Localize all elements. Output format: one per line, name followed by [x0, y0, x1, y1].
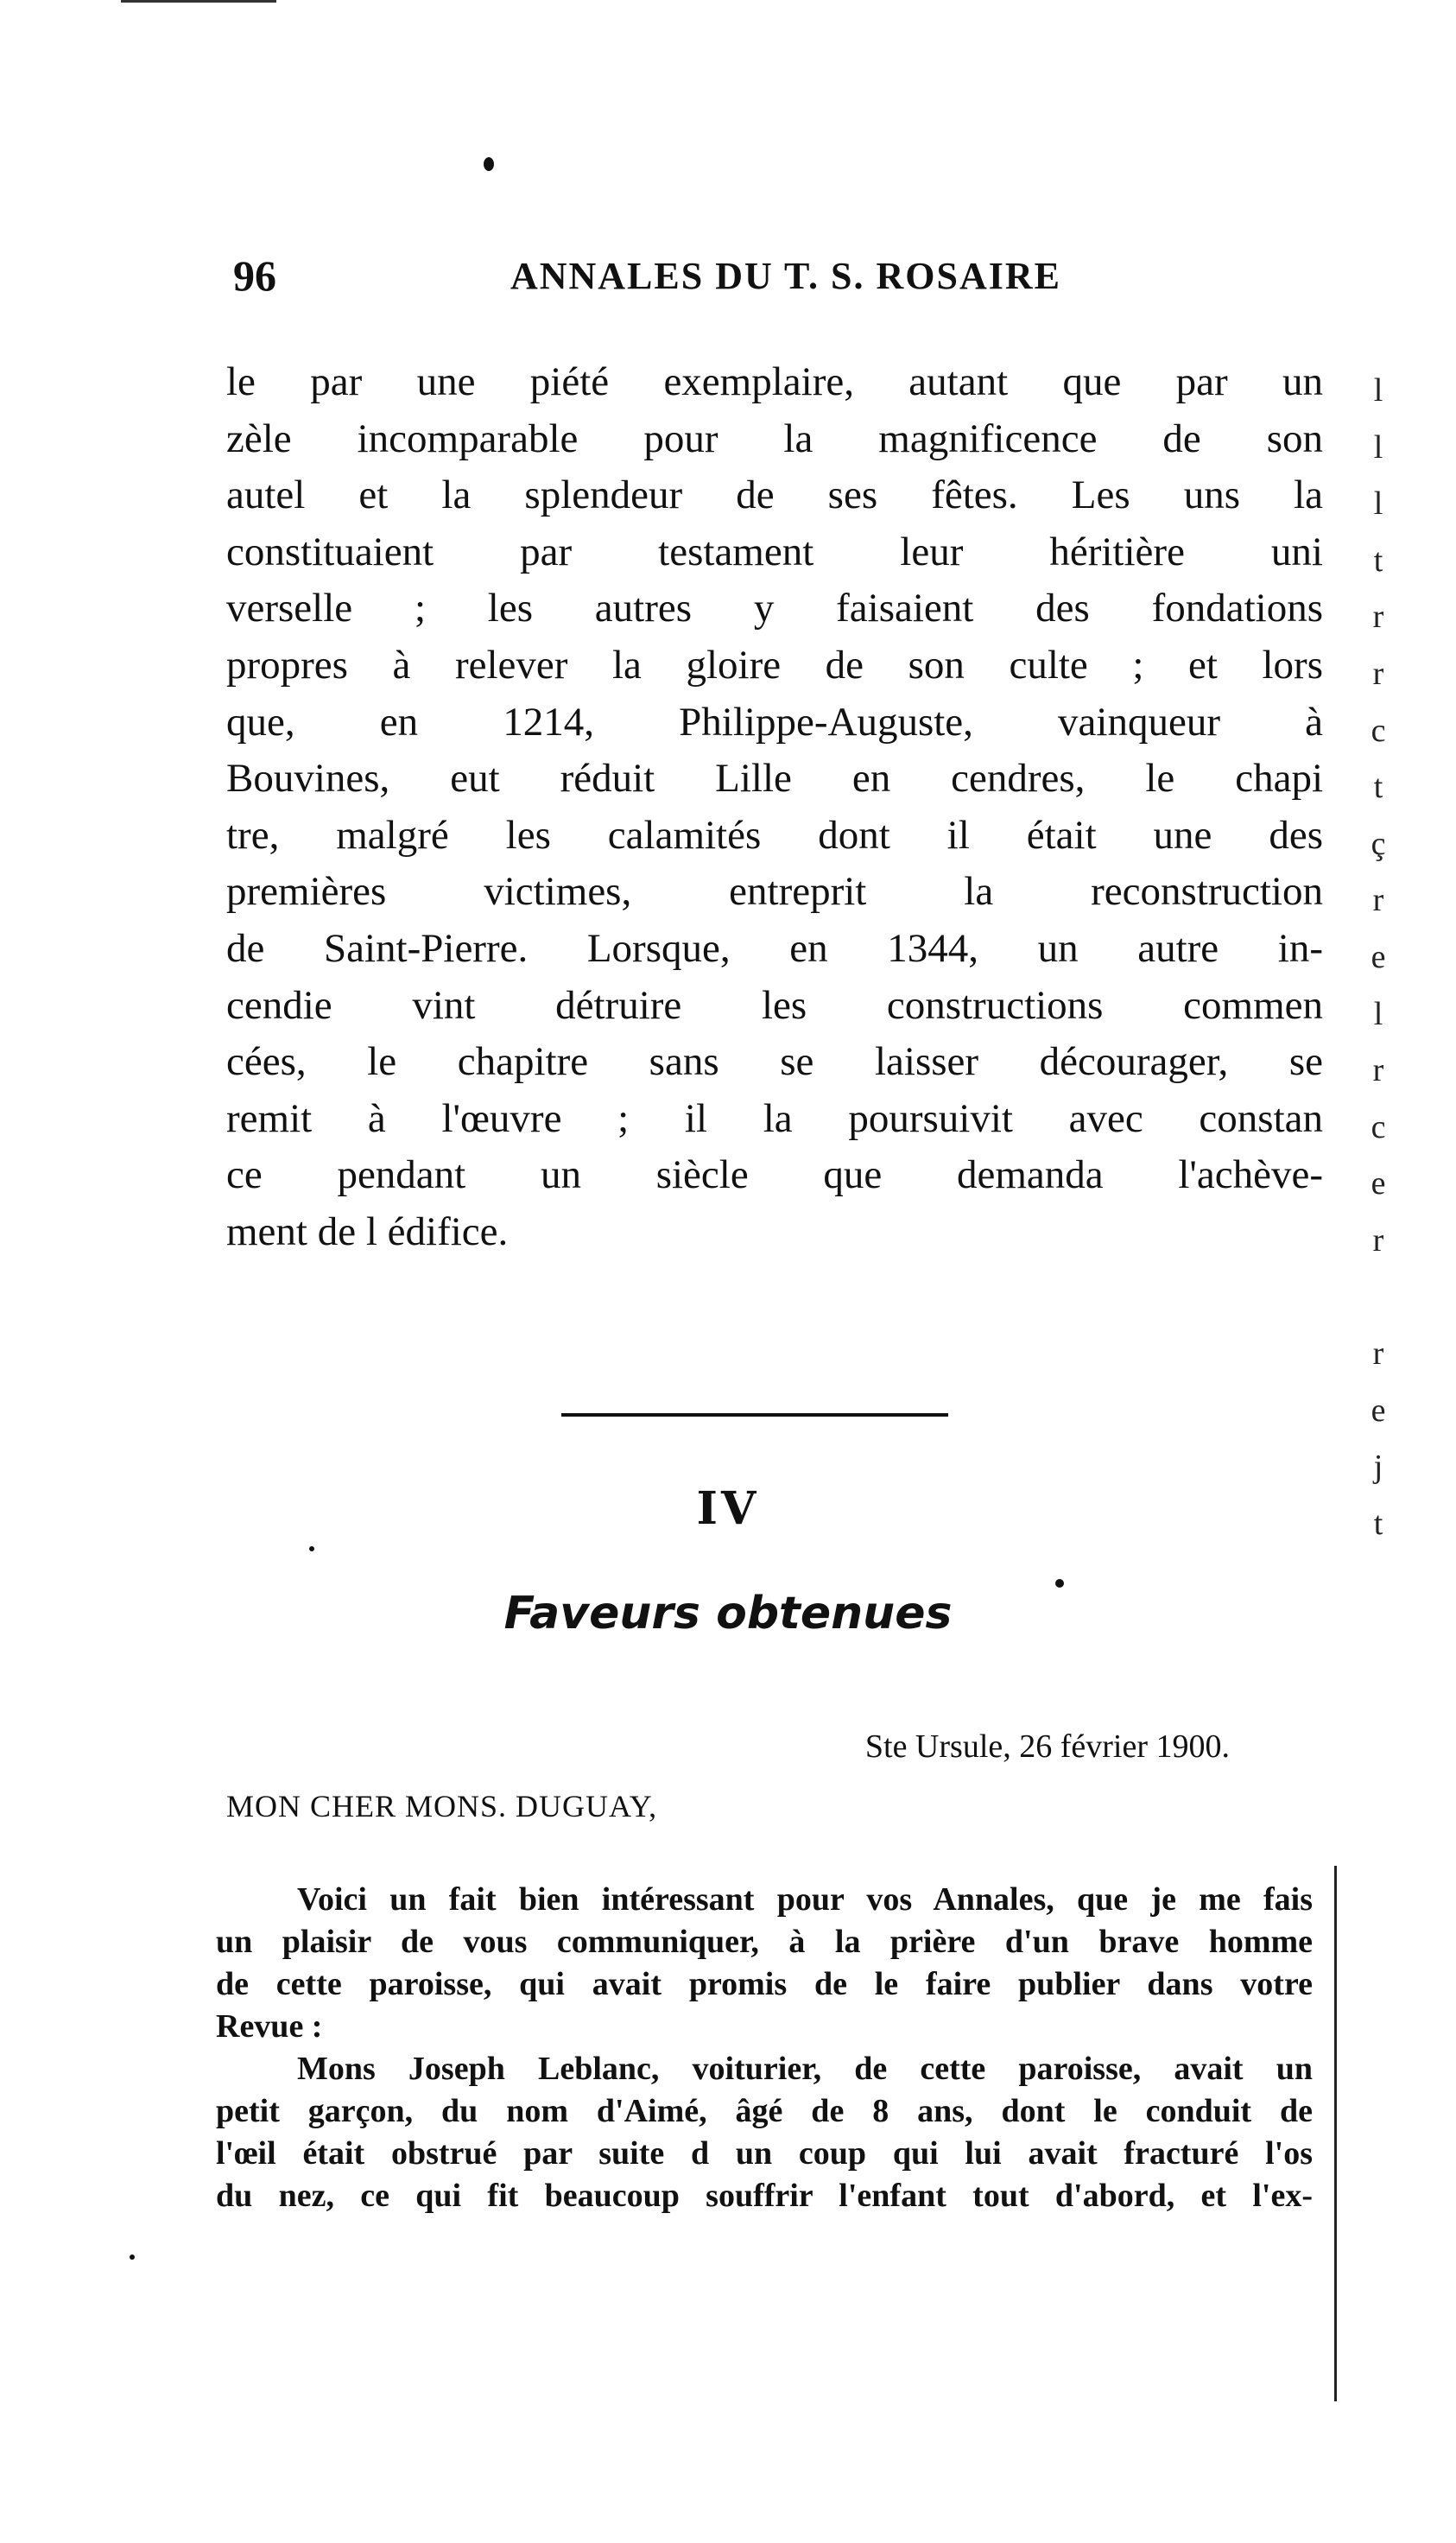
- bleed-letter: c: [1371, 1108, 1386, 1145]
- text-line: le par une piété exemplaire, autant que par un: [226, 359, 1323, 404]
- bleed-letter: e: [1371, 1392, 1386, 1429]
- bleed-letter: r: [1372, 1221, 1384, 1259]
- letter-line: un plaisir de vous communiquer, à la prière d'un brave homme: [216, 1924, 1313, 1960]
- bleed-letter: ç: [1371, 825, 1386, 862]
- top-edge-rule: [121, 0, 276, 3]
- text-line: de Saint-Pierre. Lorsque, en 1344, un autre in-: [226, 925, 1323, 971]
- bleed-letter: t: [1373, 769, 1383, 806]
- text-line: ce pendant un siècle que demanda l'achève-: [226, 1152, 1323, 1198]
- text-line: tre, malgré les calamités dont il était une des: [226, 812, 1323, 858]
- bleed-letter: l: [1373, 485, 1383, 523]
- section-number: IV: [696, 1482, 760, 1535]
- bleed-letter: r: [1372, 655, 1384, 692]
- ink-speck: [484, 157, 494, 171]
- letter-salutation: MON CHER MONS. DUGUAY,: [226, 1789, 658, 1823]
- bleed-letter: r: [1372, 1052, 1384, 1089]
- letter-line: Voici un fait bien intéressant pour vos Annales, que je me fais: [297, 1881, 1313, 1918]
- letter-line: du nez, ce qui fit beaucoup souffrir l'enfant tout d'abord, et l'ex-: [216, 2178, 1313, 2214]
- text-line: cées, le chapitre sans se laisser décourager, se: [226, 1039, 1323, 1085]
- letter-date: Ste Ursule, 26 février 1900.: [864, 1728, 1230, 1765]
- ink-speck: [130, 2254, 135, 2260]
- text-line: autel et la splendeur de ses fêtes. Les uns la: [226, 472, 1323, 518]
- bleed-letter: e: [1371, 938, 1386, 975]
- facing-page-bleed: [1352, 371, 1404, 1561]
- bleed-letter: t: [1373, 542, 1383, 579]
- bleed-letter: [1352, 1278, 1404, 1335]
- page-number: 96: [233, 251, 276, 300]
- text-line: que, en 1214, Philippe-Auguste, vainqueur à: [226, 699, 1323, 745]
- margin-bleed-line: [1334, 1866, 1337, 2401]
- text-line: zèle incomparable pour la magnificence de son: [226, 415, 1323, 461]
- letter-line: petit garçon, du nom d'Aimé, âgé de 8 ans, dont le conduit de: [216, 2093, 1313, 2129]
- letter-line: Revue :: [216, 2008, 323, 2045]
- text-line: Bouvines, eut réduit Lille en cendres, le chapi: [226, 756, 1323, 802]
- bleed-letter: l: [1373, 428, 1383, 466]
- bleed-letter: l: [1373, 372, 1383, 409]
- text-line: cendie vint détruire les constructions commen: [226, 982, 1323, 1028]
- text-line: verselle ; les autres y faisaient des fondations: [226, 586, 1323, 631]
- text-line: constituaient par testament leur héritière uni: [226, 529, 1323, 574]
- bleed-letter: j: [1373, 1449, 1383, 1486]
- bleed-letter: r: [1372, 599, 1384, 636]
- ink-speck: [309, 1546, 314, 1551]
- section-divider: [561, 1413, 948, 1417]
- text-line: ment de l édifice.: [226, 1208, 509, 1254]
- running-title: ANNALES DU T. S. ROSAIRE: [510, 255, 1062, 297]
- letter-line: Mons Joseph Leblanc, voiturier, de cette paroisse, avait un: [297, 2051, 1313, 2087]
- ink-speck: [1055, 1579, 1064, 1588]
- section-title: Faveurs obtenues: [503, 1588, 953, 1639]
- letter-body: [216, 1879, 1313, 2217]
- letter-line: de cette paroisse, qui avait promis de le faire publier dans votre: [216, 1966, 1313, 2002]
- body-paragraph: [226, 354, 1323, 1261]
- bleed-letter: t: [1373, 1505, 1383, 1542]
- bleed-letter: r: [1372, 882, 1384, 919]
- bleed-letter: e: [1371, 1165, 1386, 1202]
- text-line: remit à l'œuvre ; il la poursuivit avec constan: [226, 1095, 1323, 1141]
- bleed-letter: r: [1372, 1335, 1384, 1373]
- letter-line: l'œil était obstrué par suite d un coup qui lui avait fracturé l'os: [216, 2135, 1313, 2172]
- running-head: [233, 250, 1339, 311]
- text-line: premières victimes, entreprit la reconstruction: [226, 869, 1323, 915]
- bleed-letter: l: [1373, 995, 1383, 1032]
- bleed-letter: c: [1371, 712, 1386, 749]
- text-line: propres à relever la gloire de son culte ; et lors: [226, 642, 1323, 688]
